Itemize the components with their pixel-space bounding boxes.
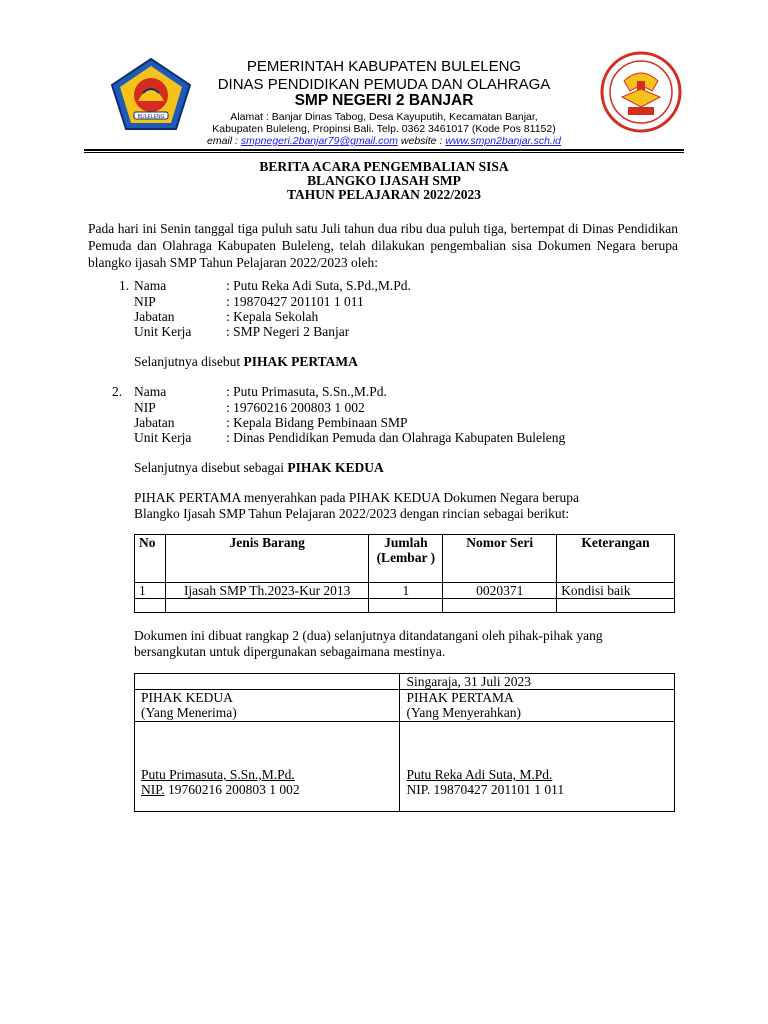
- closing-line2: bersangkutan untuk dipergunakan sebagaimana mestinya.: [134, 644, 446, 659]
- left-signer-name: Putu Primasuta, S.Sn.,M.Pd.: [141, 767, 295, 782]
- intro-paragraph: Pada hari ini Senin tanggal tiga puluh satu Juli tahun dua ribu dua puluh tiga, bertempat di Dinas Pendidikan Pemuda dan Olahraga Kabupaten Buleleng, telah dilakukan pengembalian sisa Dokumen Negara berupa blangko ijasah SMP Tahun Pelajaran 2022/2023 oleh:: [88, 221, 678, 270]
- party2-label-nama: Nama: [134, 384, 167, 399]
- party1-label-nip: NIP: [134, 294, 156, 309]
- col-header-jumlah: Jumlah (Lembar ): [369, 535, 443, 583]
- cell-jenis-barang: Ijasah SMP Th.2023-Kur 2013: [165, 583, 368, 599]
- party2-designation-prefix: Selanjutnya disebut sebagai: [134, 460, 288, 475]
- signature-right-cell: [400, 722, 675, 812]
- logo-left-text: BULELENG: [137, 114, 165, 120]
- right-nip: NIP. 19870427 201101 1 011: [406, 782, 565, 797]
- party2-label-unit: Unit Kerja: [134, 430, 192, 445]
- cell-jenis-barang: [165, 599, 368, 613]
- col-header-nomor-seri: Nomor Seri: [443, 535, 557, 583]
- party1-number: 1.: [119, 278, 130, 293]
- letterhead-contact: [0, 135, 768, 147]
- right-role: PIHAK PERTAMA: [406, 690, 514, 705]
- cell-nomor-seri: 0020371: [443, 583, 557, 599]
- letterhead-address-line1: Alamat : Banjar Dinas Tabog, Desa Kayuputih, Kecamatan Banjar,: [230, 111, 538, 123]
- party1-value-nama: : Putu Reka Adi Suta, S.Pd.,M.Pd.: [226, 278, 411, 293]
- letterhead-rule-thick: [84, 149, 684, 151]
- document-title-line3: TAHUN PELAJARAN 2022/2023: [286, 187, 481, 202]
- cell-keterangan: [557, 599, 675, 613]
- party2-label-jabatan: Jabatan: [134, 415, 175, 430]
- website-link[interactable]: www.smpn2banjar.sch.id: [445, 135, 562, 147]
- signature-empty-cell: [135, 674, 400, 690]
- party2-value-nip: : 19760216 200803 1 002: [226, 400, 365, 415]
- cell-no: 1: [135, 583, 166, 599]
- party2-label-nip: NIP: [134, 400, 156, 415]
- left-role: PIHAK KEDUA: [141, 690, 233, 705]
- document-title-line1: BERITA ACARA PENGEMBALIAN SISA: [259, 159, 509, 174]
- email-link[interactable]: smpnegeri.2banjar79@gmail.com: [240, 135, 398, 147]
- letterhead-rule-thin: [84, 152, 684, 153]
- party1-designation: [134, 354, 358, 370]
- cell-no: [135, 599, 166, 613]
- place-date: Singaraja, 31 Juli 2023: [400, 674, 675, 690]
- party1-value-unit: : SMP Negeri 2 Banjar: [226, 324, 350, 339]
- right-signer-name: Putu Reka Adi Suta, M.Pd.: [406, 767, 553, 782]
- party2-value-unit: : Dinas Pendidikan Pemuda dan Olahraga Kabupaten Buleleng: [226, 430, 566, 445]
- col-header-keterangan: Keterangan: [557, 535, 675, 583]
- items-table: [134, 534, 675, 613]
- party1-value-nip: : 19870427 201101 1 011: [226, 294, 364, 309]
- left-nip: 19760216 200803 1 002: [164, 782, 300, 797]
- party2-value-nama: : Putu Primasuta, S.Sn.,M.Pd.: [226, 384, 387, 399]
- party1-designation-prefix: Selanjutnya disebut: [134, 354, 244, 369]
- left-role-sub: (Yang Menerima): [141, 705, 237, 720]
- handover-line1: PIHAK PERTAMA menyerahkan pada PIHAK KEDUA Dokumen Negara berupa: [134, 490, 580, 505]
- party1-label-nama: Nama: [134, 278, 167, 293]
- cell-keterangan: Kondisi baik: [557, 583, 675, 599]
- right-role-sub: (Yang Menyerahkan): [406, 705, 521, 720]
- signature-table: [134, 673, 675, 812]
- table-row: [135, 583, 675, 599]
- party1-label-jabatan: Jabatan: [134, 309, 175, 324]
- handover-line2: Blangko Ijasah SMP Tahun Pelajaran 2022/2023 dengan rincian sebagai berikut:: [134, 506, 570, 521]
- letterhead-department: DINAS PENDIDIKAN PEMUDA DAN OLAHRAGA: [217, 76, 551, 93]
- party2-number: 2.: [112, 384, 123, 399]
- signature-left-role-cell: [135, 690, 400, 722]
- closing-line1: Dokumen ini dibuat rangkap 2 (dua) selanjutnya ditandatangani oleh pihak-pihak yang: [134, 628, 603, 643]
- letterhead-address-line2: Kabupaten Buleleng, Propinsi Bali. Telp. 0362 3461017 (Kode Pos 81152): [212, 123, 556, 135]
- party2-designation-bold: PIHAK KEDUA: [287, 460, 384, 475]
- col-header-no: No: [135, 535, 166, 583]
- col-header-jenis-barang: Jenis Barang: [165, 535, 368, 583]
- letterhead-government: PEMERINTAH KABUPATEN BULELENG: [246, 58, 522, 75]
- party1-label-unit: Unit Kerja: [134, 324, 192, 339]
- cell-jumlah: [369, 599, 443, 613]
- party1-value-jabatan: : Kepala Sekolah: [226, 309, 319, 324]
- signature-right-role-cell: [400, 690, 675, 722]
- email-label: email :: [206, 135, 241, 147]
- table-row: [135, 599, 675, 613]
- party2-designation: [134, 460, 384, 476]
- signature-left-cell: [135, 722, 400, 812]
- cell-jumlah: 1: [369, 583, 443, 599]
- website-label: website :: [397, 135, 446, 147]
- left-nip-label: NIP.: [141, 782, 165, 797]
- letterhead-school-name: SMP NEGERI 2 BANJAR: [294, 92, 474, 109]
- party2-value-jabatan: : Kepala Bidang Pembinaan SMP: [226, 415, 408, 430]
- cell-nomor-seri: [443, 599, 557, 613]
- document-title-line2: BLANGKO IJASAH SMP: [307, 173, 461, 188]
- party1-designation-bold: PIHAK PERTAMA: [243, 354, 358, 369]
- items-table-header-row: [135, 535, 675, 583]
